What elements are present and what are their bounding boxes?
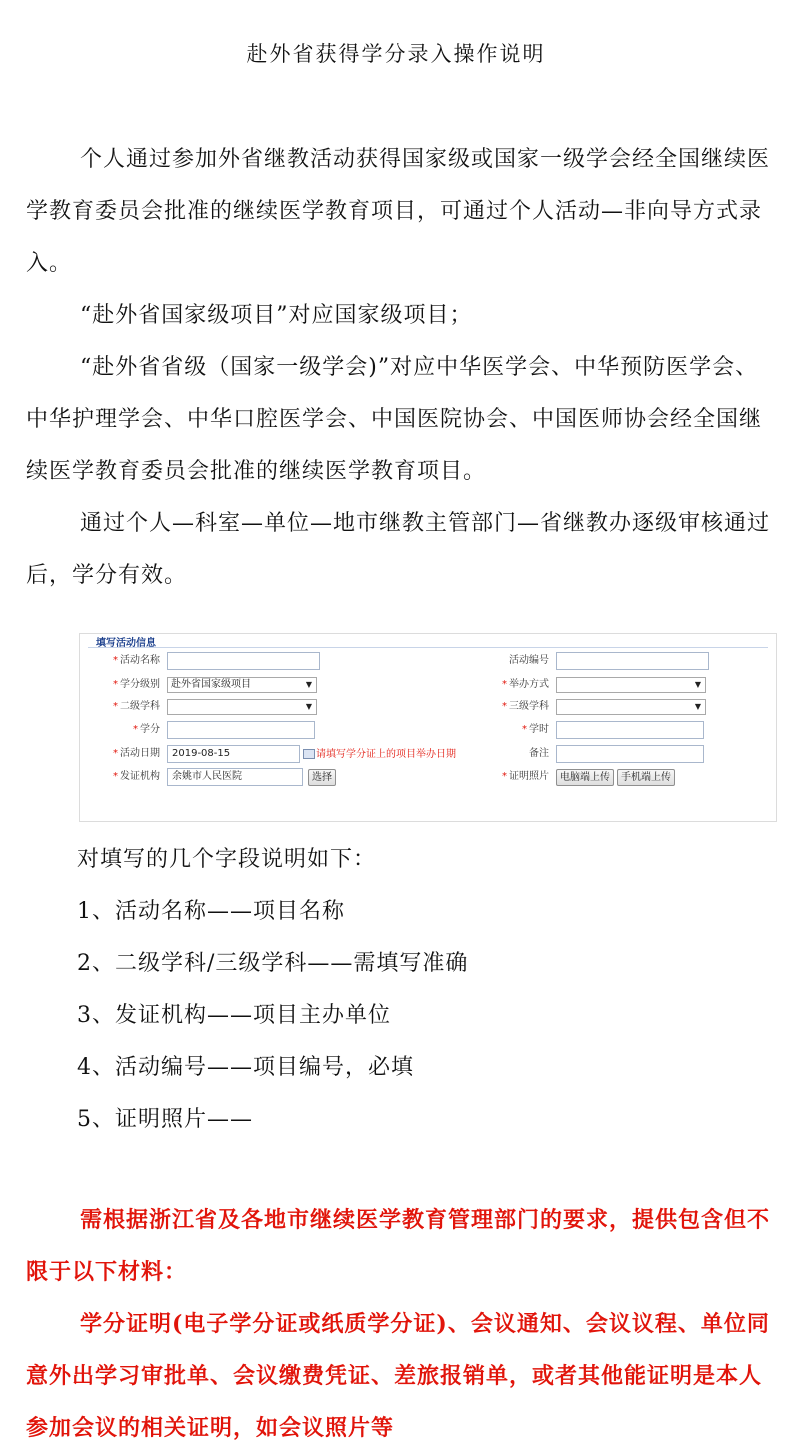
provincial-level-paragraph: “赴外省省级（国家一级学会)”对应中华医学会、中华预防医学会、中华护理学会、中华口腔医学会、中国医院协会、中国医师协会经全国继续医学教育委员会批准的继续医学教育项目。 [26, 355, 763, 484]
credit-input[interactable] [167, 721, 315, 739]
credit-label: * 学分 [133, 724, 160, 735]
mobile-upload-button[interactable]: 手机端上传 [617, 769, 675, 786]
intro-paragraph: 个人通过参加外省继教活动获得国家级或国家一级学会经全国继续医学教育委员会批准的继续医学教育项目，可通过个人活动—非向导方式录入。 [26, 147, 771, 276]
third-subject-select[interactable] [556, 699, 706, 715]
activity-no-label: 活动编号 [509, 655, 549, 666]
date-label: * 活动日期 [113, 748, 160, 759]
issuer-label: * 发证机构 [113, 771, 160, 782]
activity-no-input[interactable] [556, 652, 709, 670]
requirements-paragraph: 需根据浙江省及各地市继续医学教育管理部门的要求，提供包含但不限于以下材料： [26, 1207, 771, 1285]
remark-input[interactable] [556, 745, 704, 763]
review-paragraph: 通过个人—科室—单位—地市继教主管部门—省继教办逐级审核通过后，学分有效。 [26, 511, 771, 588]
activity-name-label: * 活动名称 [113, 655, 160, 666]
credit-level-select[interactable]: 赴外省国家级项目 ▼ [167, 677, 317, 693]
list-item: 5、证明照片—— [77, 1107, 253, 1132]
activity-form-screenshot [79, 633, 777, 822]
list-item: 2、二级学科/三级学科——需填写准确 [77, 951, 469, 976]
chevron-down-icon: ▼ [694, 702, 701, 711]
select-issuer-button[interactable]: 选择 [308, 769, 336, 786]
calendar-icon[interactable] [303, 749, 315, 759]
hours-label: * 学时 [522, 724, 549, 735]
second-subject-label: * 二级学科 [113, 701, 160, 712]
chevron-down-icon: ▼ [694, 680, 701, 689]
credit-level-label: * 学分级别 [113, 679, 160, 690]
activity-name-input[interactable] [167, 652, 320, 670]
date-hint: 请填写学分证上的项目举办日期 [316, 749, 456, 760]
issuer-input[interactable]: 余姚市人民医院 [167, 768, 303, 786]
date-input[interactable]: 2019-08-15 [167, 745, 300, 763]
chevron-down-icon: ▼ [305, 680, 312, 689]
page-title: 赴外省获得学分录入操作说明 [246, 42, 546, 66]
host-mode-select[interactable] [556, 677, 706, 693]
list-item: 4、活动编号——项目编号，必填 [77, 1055, 414, 1080]
host-mode-label: * 举办方式 [502, 679, 549, 690]
second-subject-select[interactable] [167, 699, 317, 715]
form-divider [88, 647, 768, 648]
remark-label: 备注 [529, 748, 549, 759]
third-subject-label: * 三级学科 [502, 701, 549, 712]
chevron-down-icon: ▼ [305, 702, 312, 711]
form-section-title: 填写活动信息 [96, 638, 156, 649]
hours-input[interactable] [556, 721, 704, 739]
national-level-paragraph: “赴外省国家级项目”对应国家级项目； [80, 303, 473, 328]
pc-upload-button[interactable]: 电脑端上传 [556, 769, 614, 786]
notes-intro: 对填写的几个字段说明如下： [77, 847, 377, 872]
photo-label: * 证明照片 [502, 771, 549, 782]
materials-paragraph: 学分证明(电子学分证或纸质学分证)、会议通知、会议议程、单位同意外出学习审批单、会议缴费凭证、差旅报销单，或者其他能证明是本人参加会议的相关证明，如会议照片等 [26, 1311, 770, 1441]
list-item: 1、活动名称——项目名称 [77, 899, 345, 924]
list-item: 3、发证机构——项目主办单位 [77, 1003, 391, 1028]
